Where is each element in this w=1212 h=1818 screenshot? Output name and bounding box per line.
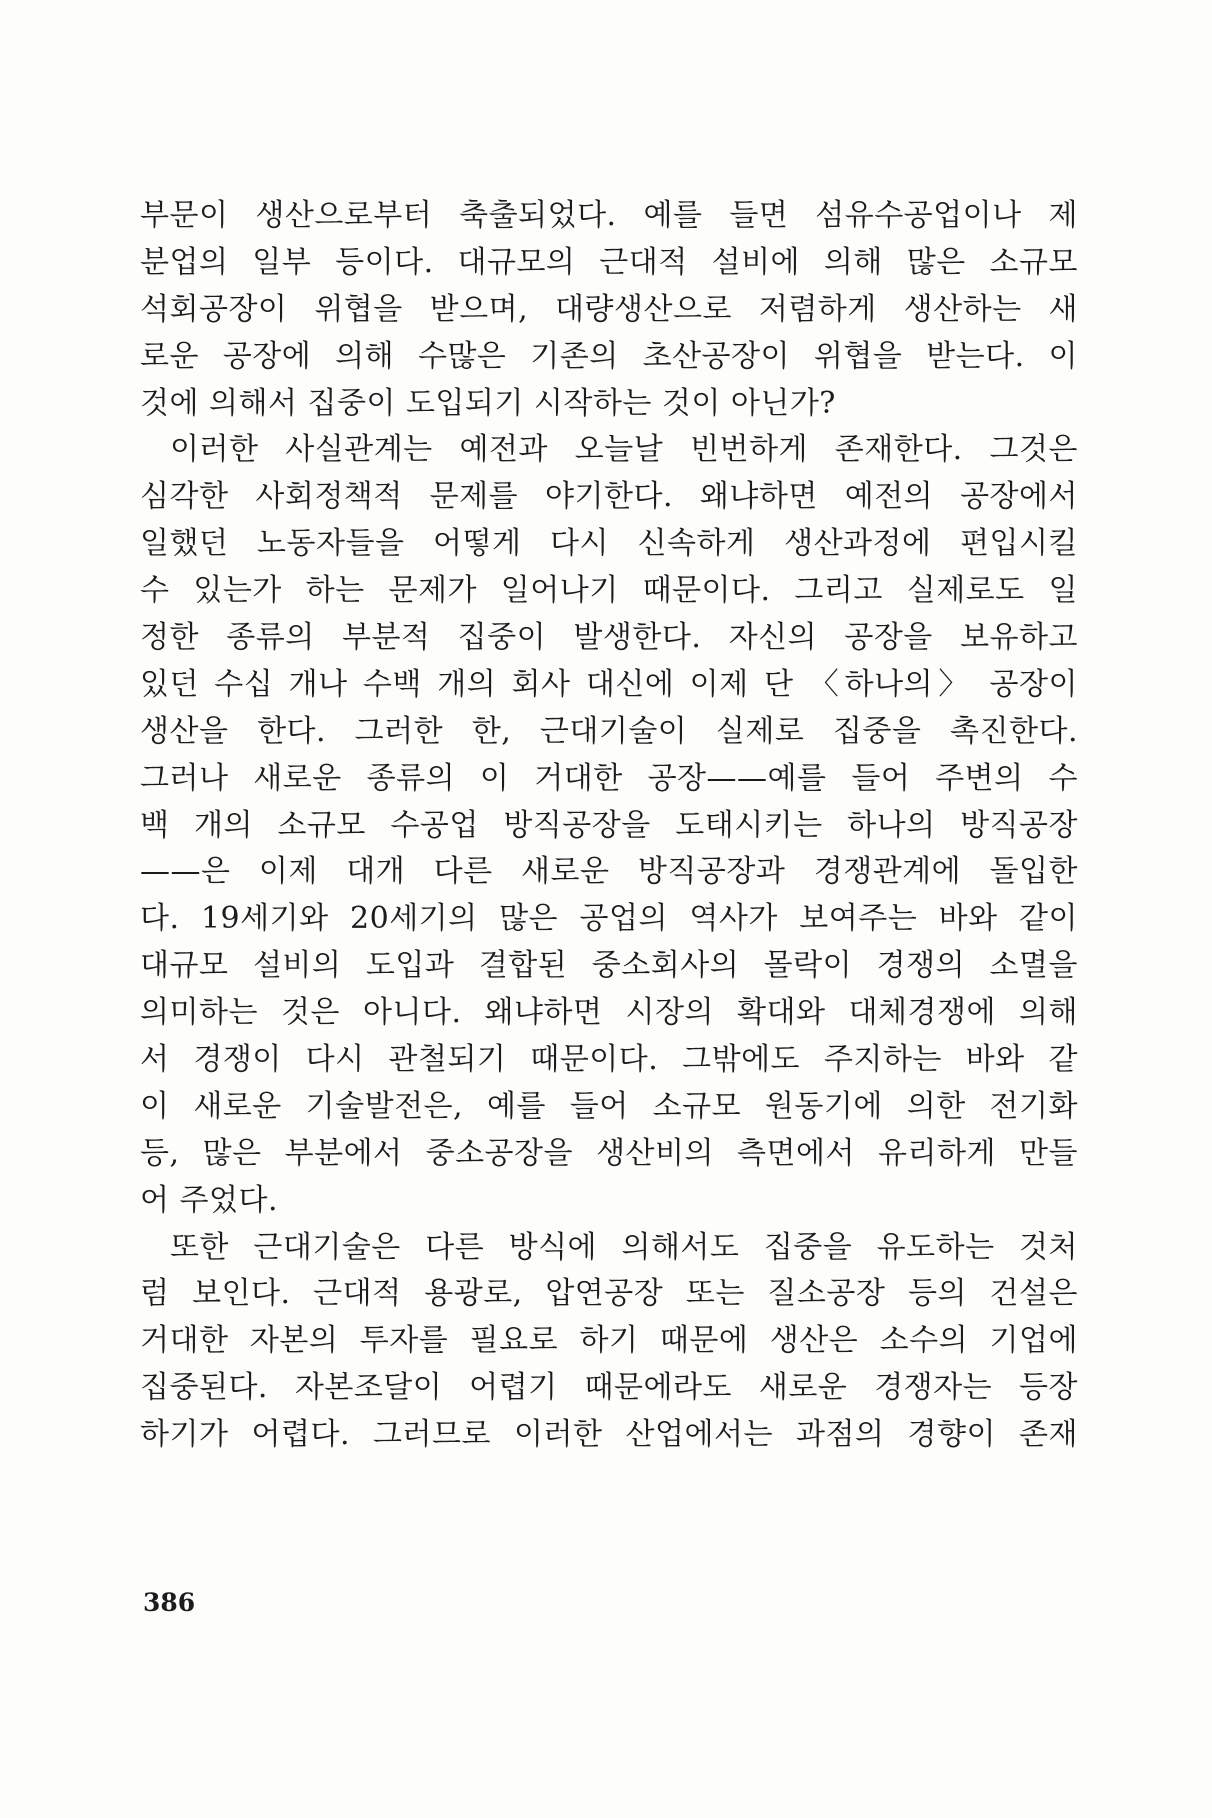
text-line: 수 있는가 하는 문제가 일어나기 때문이다. 그리고 실제로도 일 <box>140 573 1078 609</box>
text-line: 등, 많은 부분에서 중소공장을 생산비의 측면에서 유리하게 만들 <box>140 1135 1078 1171</box>
text-line: 집중된다. 자본조달이 어렵기 때문에라도 새로운 경쟁자는 등장 <box>140 1370 1078 1406</box>
body-text <box>140 193 1078 1459</box>
text-line: 생산을 한다. 그러한 한, 근대기술이 실제로 집중을 촉진한다. <box>140 713 1078 749</box>
text-line: 것에 의해서 집중이 도입되기 시작하는 것이 아닌가? <box>140 385 836 421</box>
text-line: 이러한 사실관계는 예전과 오늘날 빈번하게 존재한다. 그것은 <box>170 432 1078 468</box>
page-number: 386 <box>143 1588 196 1617</box>
text-line: 백 개의 소규모 수공업 방직공장을 도태시키는 하나의 방직공장 <box>140 807 1078 843</box>
text-line: 의미하는 것은 아니다. 왜냐하면 시장의 확대와 대체경쟁에 의해 <box>140 995 1078 1031</box>
text-line: 대규모 설비의 도입과 결합된 중소회사의 몰락이 경쟁의 소멸을 <box>140 948 1078 984</box>
text-line: 심각한 사회정책적 문제를 야기한다. 왜냐하면 예전의 공장에서 <box>140 479 1078 515</box>
text-line: 하기가 어렵다. 그러므로 이러한 산업에서는 과점의 경향이 존재 <box>140 1417 1078 1453</box>
text-line: 럼 보인다. 근대적 용광로, 압연공장 또는 질소공장 등의 건설은 <box>140 1276 1078 1312</box>
text-line: 있던 수십 개나 수백 개의 회사 대신에 이제 단 〈하나의〉 공장이 <box>140 666 1078 702</box>
text-line: 이 새로운 기술발전은, 예를 들어 소규모 원동기에 의한 전기화 <box>140 1088 1078 1124</box>
text-line: 또한 근대기술은 다른 방식에 의해서도 집중을 유도하는 것처 <box>170 1229 1078 1265</box>
text-line: 어 주었다. <box>140 1182 278 1218</box>
text-line: 부문이 생산으로부터 축출되었다. 예를 들면 섬유수공업이나 제 <box>140 198 1078 233</box>
text-line: ——은 이제 대개 다른 새로운 방직공장과 경쟁관계에 돌입한 <box>140 854 1078 890</box>
text-line: 일했던 노동자들을 어떻게 다시 신속하게 생산과정에 편입시킬 <box>140 526 1078 562</box>
text-line: 서 경쟁이 다시 관철되기 때문이다. 그밖에도 주지하는 바와 같 <box>140 1042 1078 1078</box>
text-line: 거대한 자본의 투자를 필요로 하기 때문에 생산은 소수의 기업에 <box>140 1323 1078 1359</box>
text-line: 다. 19세기와 20세기의 많은 공업의 역사가 보여주는 바와 같이 <box>140 901 1078 937</box>
text-line: 분업의 일부 등이다. 대규모의 근대적 설비에 의해 많은 소규모 <box>140 244 1078 280</box>
text-line: 로운 공장에 의해 수많은 기존의 초산공장이 위협을 받는다. 이 <box>140 338 1078 374</box>
text-line: 그러나 새로운 종류의 이 거대한 공장——예를 들어 주변의 수 <box>140 760 1078 796</box>
text-line: 석회공장이 위협을 받으며, 대량생산으로 저렴하게 생산하는 새 <box>140 291 1078 327</box>
text-line: 정한 종류의 부분적 집중이 발생한다. 자신의 공장을 보유하고 <box>140 620 1078 656</box>
